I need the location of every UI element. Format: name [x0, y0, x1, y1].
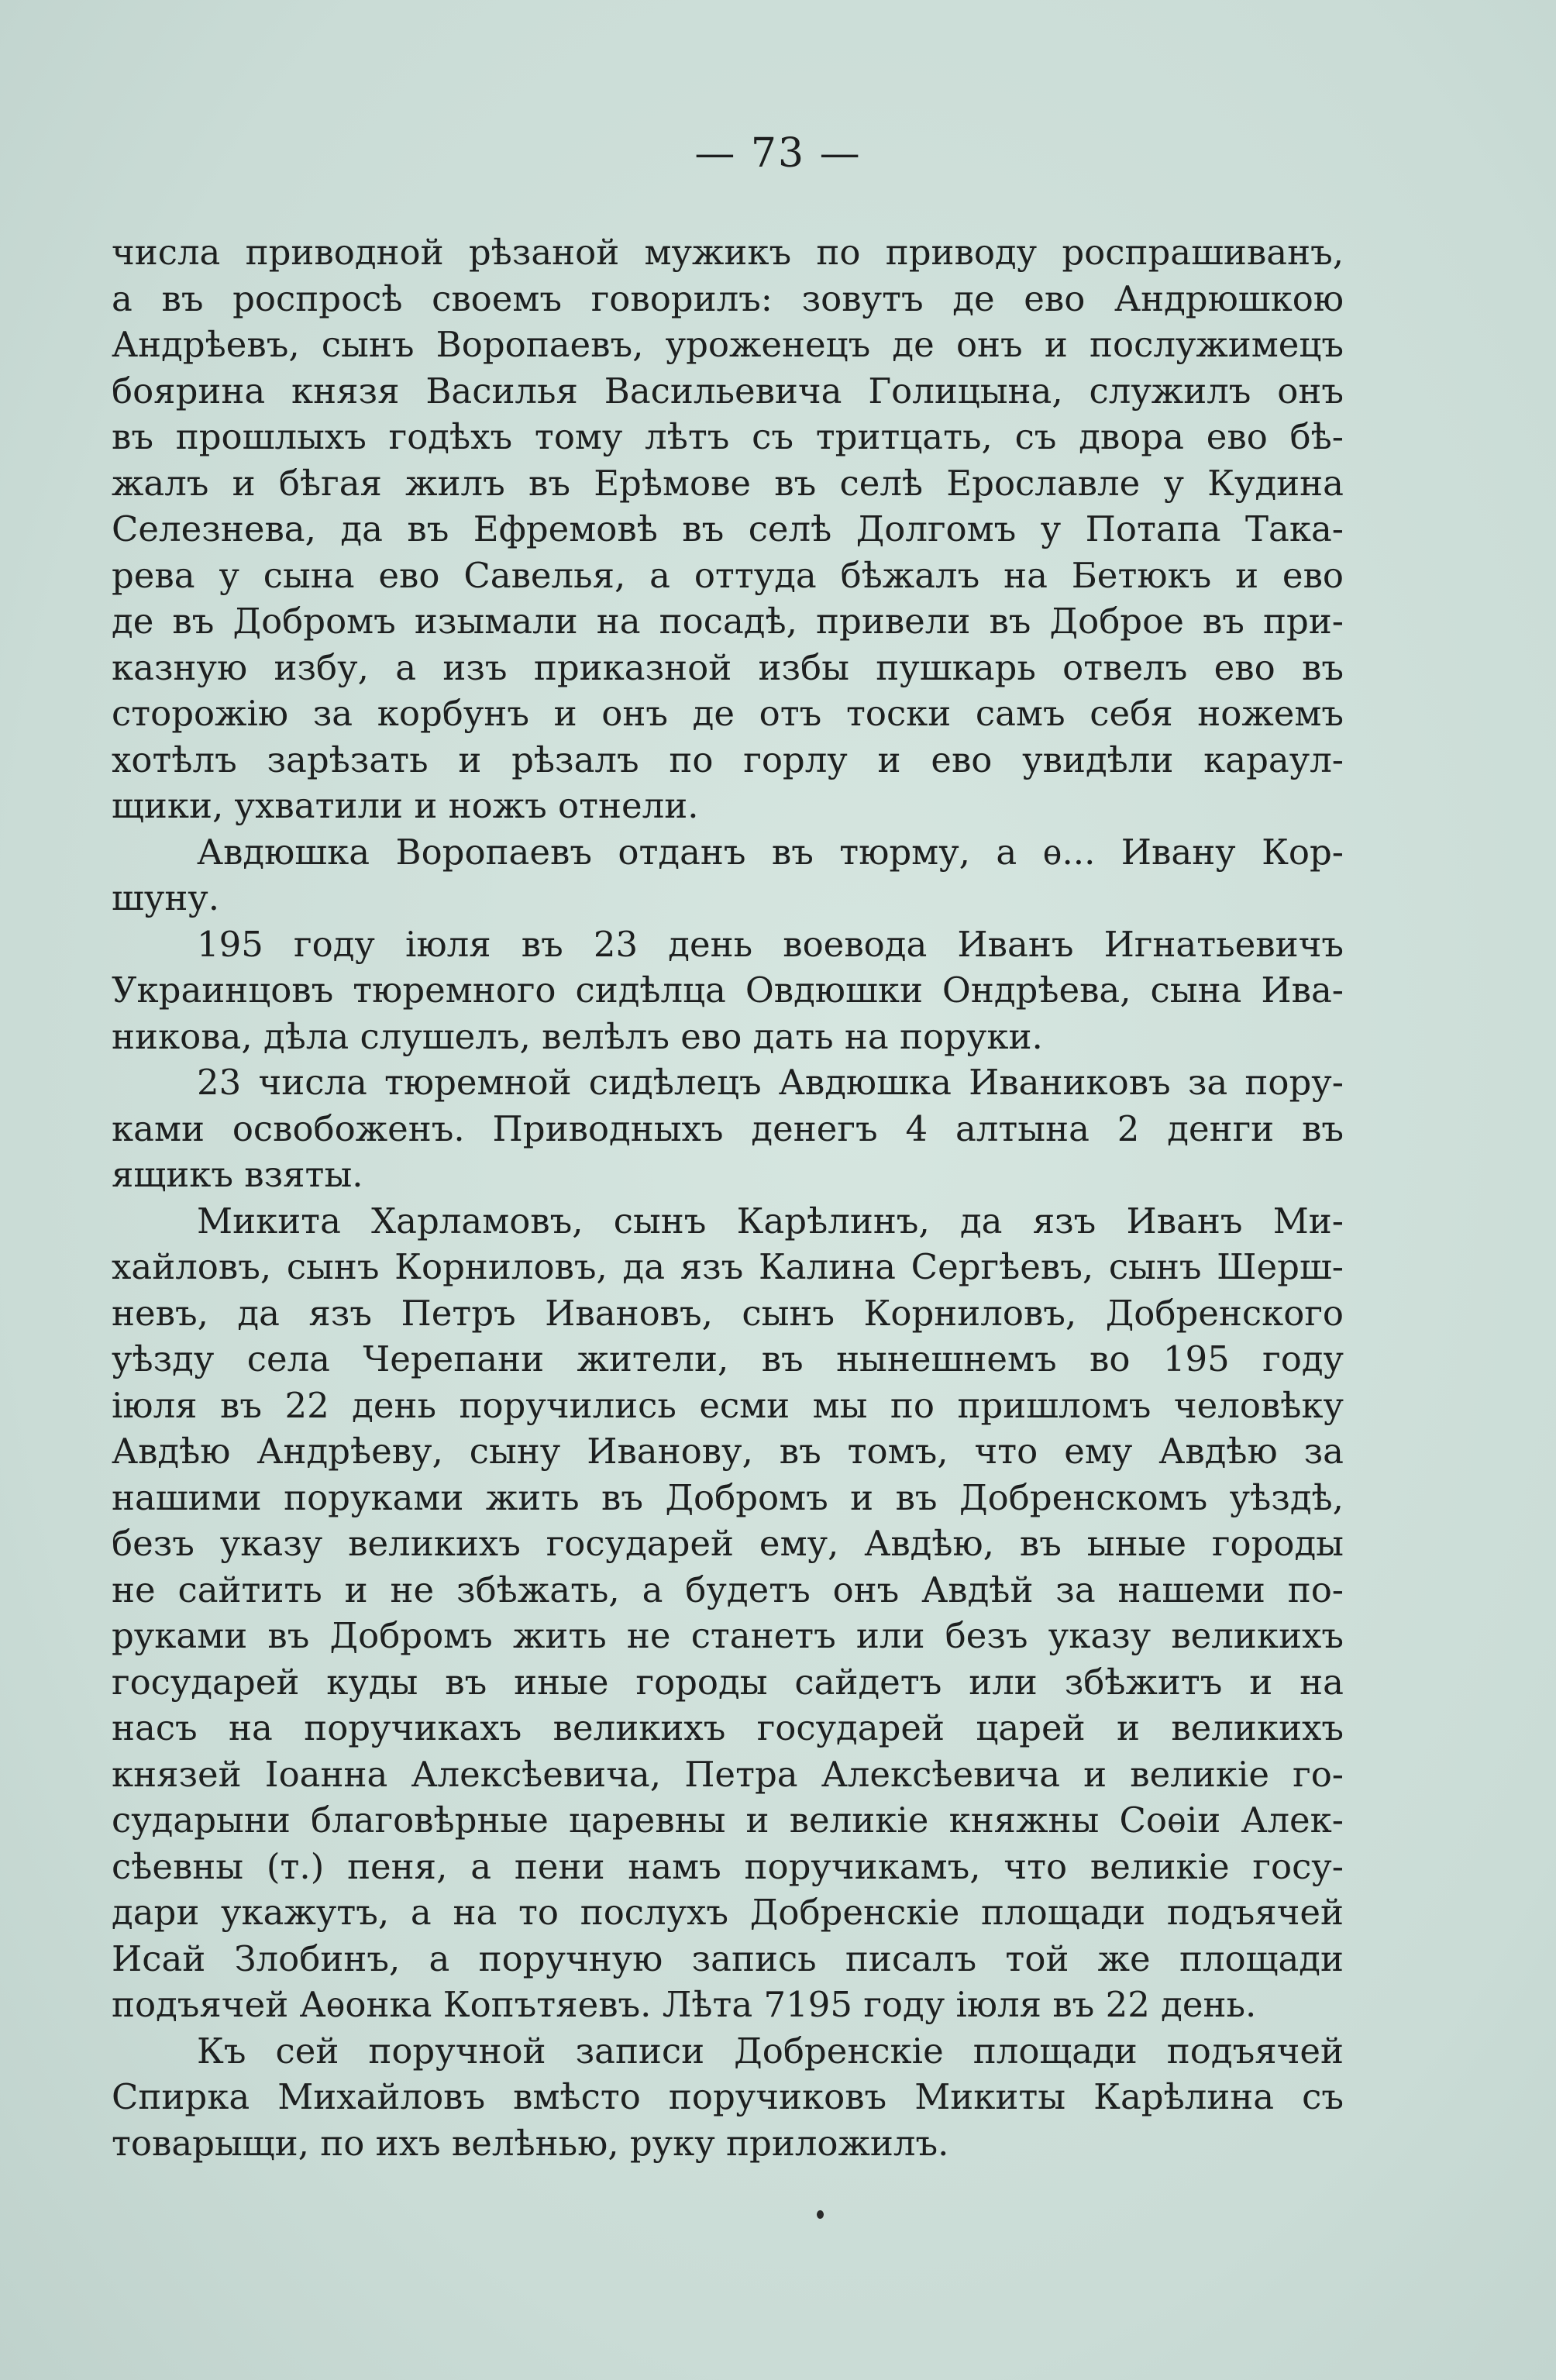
paragraph — [112, 829, 1344, 921]
text-line: не сайтить и не збѣжать, а будетъ онъ Авдѣй за нашеми по- — [112, 1569, 1344, 1610]
text-line: хайловъ, сынъ Корниловъ, да язъ Калина Сергѣевъ, сынъ Шерш- — [112, 1246, 1344, 1287]
text-line: шуну. — [112, 877, 220, 918]
text-line: казную избу, а изъ приказной избы пушкарь отвелъ ево въ — [112, 646, 1344, 688]
text-line: 195 году іюля въ 23 день воевода Иванъ Игнатьевичъ — [197, 923, 1344, 965]
text-line: въ прошлыхъ годѣхъ тому лѣтъ съ тритцать, съ двора ево бѣ- — [112, 416, 1344, 457]
text-line: сѣевны (т.) пеня, а пени намъ поручикамъ, что великіе госу- — [112, 1845, 1344, 1887]
text-line: Авдѣю Андрѣеву, сыну Иванову, въ томъ, что ему Авдѣю за — [112, 1431, 1344, 1472]
text-line: іюля въ 22 день поручились есми мы по пришломъ человѣку — [112, 1384, 1344, 1426]
text-line: подъячей Аѳонка Копътяевъ. Лѣта 7195 году іюля въ 22 день. — [112, 1984, 1257, 2025]
text-line: уѣзду села Черепани жители, въ нынешнемъ во 195 году — [112, 1338, 1344, 1379]
text-line: Селезнева, да въ Ефремовѣ въ селѣ Долгомъ у Потапа Така- — [112, 508, 1344, 549]
text-line: государей куды въ иные городы сайдетъ или збѣжитъ и на — [112, 1661, 1344, 1703]
text-line: князей Іоанна Алексѣевича, Петра Алексѣевича и великіе го- — [112, 1753, 1344, 1795]
text-line: ящикъ взяты. — [112, 1154, 363, 1195]
text-line: жалъ и бѣгая жилъ въ Ерѣмове въ селѣ Ерославле у Кудина — [112, 462, 1344, 504]
paragraph — [112, 2028, 1344, 2167]
text-line: сударыни благовѣрные царевны и великіе княжны Соѳіи Алек- — [112, 1800, 1344, 1841]
paragraph — [112, 229, 1344, 829]
text-line: хотѣлъ зарѣзать и рѣзалъ по горлу и ево увидѣли караул- — [112, 739, 1344, 780]
text-line: безъ указу великихъ государей ему, Авдѣю, въ ыные городы — [112, 1523, 1344, 1564]
text-line: Къ сей поручной записи Добренскіе площади подъячей — [197, 2030, 1344, 2072]
text-line: Андрѣевъ, сынъ Воропаевъ, уроженецъ де онъ и послужимецъ — [112, 324, 1344, 365]
text-line: а въ роспросѣ своемъ говорилъ: зовутъ де ево Андрюшкою — [112, 277, 1344, 319]
text-line: 23 числа тюремной сидѣлецъ Авдюшка Иваниковъ за пору- — [197, 1062, 1344, 1103]
text-line: щики, ухватили и ножъ отнели. — [112, 785, 699, 826]
text-line: ками освобоженъ. Приводныхъ денегъ 4 алтына 2 денги въ — [112, 1107, 1344, 1149]
text-line: насъ на поручикахъ великихъ государей царей и великихъ — [112, 1707, 1344, 1748]
page-number: — 73 — — [694, 130, 862, 177]
text-line: числа приводной рѣзаной мужикъ по приводу роспрашиванъ, — [112, 232, 1344, 273]
text-line: невъ, да язъ Петръ Ивановъ, сынъ Корниловъ, Добренского — [112, 1292, 1344, 1334]
paragraph — [112, 1198, 1344, 2028]
paragraph — [112, 921, 1344, 1060]
text-body — [112, 229, 1344, 2166]
text-line: боярина князя Василья Васильевича Голицына, служилъ онъ — [112, 370, 1344, 412]
text-line: нашими поруками жить въ Добромъ и въ Добренскомъ уѣздѣ, — [112, 1476, 1344, 1518]
text-line: рева у сына ево Савелья, а оттуда бѣжалъ на Бетюкъ и ево — [112, 554, 1344, 596]
text-line: сторожію за корбунъ и онъ де отъ тоски самъ себя ножемъ — [112, 693, 1344, 734]
text-line: Украинцовъ тюремного сидѣлца Овдюшки Ондрѣева, сына Ива- — [112, 970, 1344, 1011]
ink-dot-mark — [817, 2210, 824, 2219]
text-line: никова, дѣла слушелъ, велѣлъ ево дать на поруки. — [112, 1015, 1043, 1057]
text-line: Исай Злобинъ, а поручную запись писалъ той же площади — [112, 1937, 1344, 1979]
text-line: Микита Харламовъ, сынъ Карѣлинъ, да язъ Иванъ Ми- — [197, 1200, 1344, 1242]
text-line: Спирка Михайловъ вмѣсто поручиковъ Микиты Карѣлина съ — [112, 2076, 1344, 2117]
text-line: дари укажутъ, а на то послухъ Добренскіе площади подъячей — [112, 1892, 1344, 1933]
text-line: Авдюшка Воропаевъ отданъ въ тюрму, а ѳ... Ивану Кор- — [197, 831, 1344, 873]
text-line: товарыщи, по ихъ велѣнью, руку приложилъ. — [112, 2122, 949, 2164]
paragraph — [112, 1059, 1344, 1198]
text-line: де въ Добромъ изымали на посадѣ, привели въ Доброе въ при- — [112, 601, 1344, 642]
text-line: руками въ Добромъ жить не станетъ или безъ указу великихъ — [112, 1615, 1344, 1656]
